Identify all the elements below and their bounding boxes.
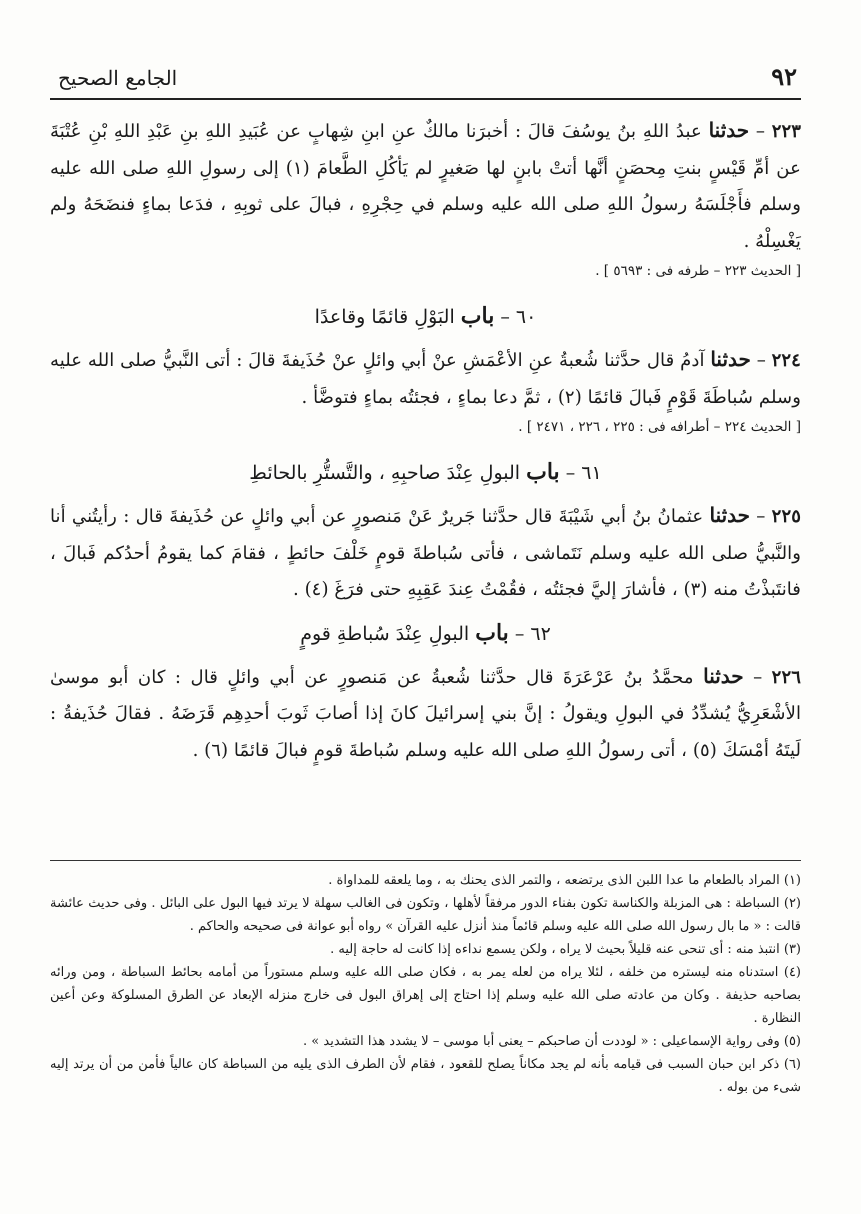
hadith-225: ٢٢٥ – حدثنا عثمانُ بنُ أبي شَيْبَةَ قال حدَّثنا جَريرٌ عَنْ مَنصورٍ عن أبي وائلٍ عن حُذَيفةَ قال : رأيتُني أنا والنَّبيُّ صلى الله عليه وسلم نَتَماشى ، فأتى سُباطةَ قومٍ خَلْفَ حائطٍ ، فقامَ كما يقومُ أحدُكم فَبالَ ، فانتَبذْتُ منه (٣) ، فأشارَ إليَّ فجئتُه ، فقُمْتُ عِندَ عَقِبِهِ حتى فرَغَ (٤) . <box>50 503 801 600</box>
footnote-5: (٥) وفى رواية الإسماعيلى : « لوددت أن صاحبكم – يعنى أبا موسى – لا يشدد هذا التشديد » . <box>303 1034 801 1049</box>
hadith-number: ٢٢٣ <box>771 121 801 142</box>
page-header <box>50 58 801 100</box>
hadith-marker: حدثنا <box>709 503 751 527</box>
chapter-bab: باب <box>475 619 509 646</box>
chapter-title: البولِ عِنْدَ صاحبِهِ ، والتَّستُّرِ بالحائطِ <box>249 462 521 484</box>
hadith-text: آدمُ قال حدَّثنا شُعبةُ عنِ الأعْمَشِ عنْ أبي وائلٍ عنْ حُذَيفةَ قالَ : أتى النَّبيُّ صلى الله عليه وسلم سُباطَةَ قَوْمٍ فَبالَ قائمًا (٢) ، ثمَّ دعا بماءٍ ، فجئتُه بماءٍ فتوضَّأ . <box>50 350 801 408</box>
chapter-bab: باب <box>526 459 560 485</box>
chapter-heading-61 <box>50 450 801 495</box>
hadith-226: ٢٢٦ – حدثنا محمَّدُ بنُ عَرْعَرَةَ قال حدَّثنا شُعبةُ عن مَنصورٍ عن أبي وائلٍ قال : كان أبو موسىٰ الأشْعَرِيُّ يُشدِّدُ في البولِ ويقولُ : إنَّ بني إسرائيلَ كانَ إذا أصابَ ثَوبَ أحدِهِم قَرَضَهُ . فقالَ حُذَيفةُ : لَيتَهُ أمْسَكَ (٥) ، أتى رسولُ اللهِ صلى الله عليه وسلم سُباطةَ قومٍ فبالَ قائمًا (٦) . <box>50 663 801 761</box>
hadith-text: عثمانُ بنُ أبي شَيْبَةَ قال حدَّثنا جَريرٌ عَنْ مَنصورٍ عن أبي وائلٍ عن حُذَيفةَ قال : رأيتُني أنا والنَّبيُّ صلى الله عليه وسلم نَتَماشى ، فأتى سُباطةَ قومٍ خَلْفَ حائطٍ ، فقامَ كما يقومُ أحدُكم فَبالَ ، فانتَبذْتُ منه (٣) ، فأشارَ إليَّ فجئتُه ، فقُمْتُ عِندَ عَقِبِهِ حتى فرَغَ (٤) . <box>50 506 801 600</box>
hadith-223: ٢٢٣ – حدثنا عبدُ اللهِ بنُ يوسُفَ قالَ : أخبرَنا مالكٌ عنِ ابنِ شِهابٍ عن عُبَيدِ اللهِ بنِ عَبْدِ اللهِ بْنِ عُتْبَةَ عن أمِّ قَيْسٍ بنتِ مِحصَنٍ أنَّها أتتْ بابنٍ لها صَغيرٍ لم يَأكُلِ الطَّعامَ (١) إلى رسولِ اللهِ صلى الله عليه وسلم فأَجْلَسَهُ رسولُ اللهِ صلى الله عليه وسلم في حِجْرِهِ ، فبالَ على ثوبِهِ ، فدَعا بماءٍ فنضَحَهُ ولم يَغْسِلْهُ . <box>50 118 801 252</box>
footnote-2: (٢) السباطة : هى المزبلة والكناسة تكون بفناء الدور مرفقاً لأهلها ، وتكون فى الغالب سهلة لا يرتد فيها البول على البائل . وفى حديث عائشة قالت : « ما بال رسول الله صلى الله عليه وسلم قائماً منذ أنزل عليه القرآن » رواه أبو عوانة فى صحيحه والحاكم . <box>50 896 801 934</box>
hadith-marker: حدثنا <box>708 118 750 142</box>
hadith-number: ٢٢٤ <box>771 350 801 371</box>
book-title: الجامع الصحيح <box>58 66 178 90</box>
hadith-reference: [ الحديث ٢٢٣ – طرفه فى : ٥٦٩٣ ] . <box>595 263 801 279</box>
main-text <box>50 112 801 769</box>
hadith-marker: حدثنا <box>710 347 751 371</box>
footnote-4: (٤) استدناه منه ليستره من خلفه ، لئلا يراه من لعله يمر به ، فكان صلى الله عليه وسلم مستوراً من أمامه بحائط السباطة ، ومن ورائه بصاحبه حذيفة . وكان من عادته صلى الله عليه وسلم إذا احتاج إلى إهراق البول فى خارج منزله الإبعاد عن الطرق المسلوكة وعن أعين النظارة . <box>50 965 801 1026</box>
hadith-text: محمَّدُ بنُ عَرْعَرَةَ قال حدَّثنا شُعبةُ عن مَنصورٍ عن أبي وائلٍ قال : كان أبو موسىٰ الأشْعَرِيُّ يُشدِّدُ في البولِ ويقولُ : إنَّ بني إسرائيلَ كانَ إذا أصابَ ثَوبَ أحدِهِم قَرَضَهُ . فقالَ حُذَيفةُ : لَيتَهُ أمْسَكَ (٥) ، أتى رسولُ اللهِ صلى الله عليه وسلم سُباطةَ قومٍ فبالَ قائمًا (٦) . <box>50 666 801 761</box>
footnotes <box>50 860 801 1099</box>
chapter-title: البَوْلِ قائمًا وقاعدًا <box>314 306 455 328</box>
hadith-number: ٢٢٦ <box>771 666 801 688</box>
footnote-3: (٣) انتبذ منه : أى تنحى عنه قليلاً بحيث لا يراه ، ولكن يسمع نداءه إذا كانت له حاجة إليه . <box>330 942 801 957</box>
chapter-number: ٦٢ – <box>514 622 551 645</box>
hadith-marker: حدثنا <box>703 663 744 688</box>
hadith-224: ٢٢٤ – حدثنا آدمُ قال حدَّثنا شُعبةُ عنِ الأعْمَشِ عنْ أبي وائلٍ عنْ حُذَيفةَ قالَ : أتى النَّبيُّ صلى الله عليه وسلم سُباطَةَ قَوْمٍ فَبالَ قائمًا (٢) ، ثمَّ دعا بماءٍ ، فجئتُه بماءٍ فتوضَّأ . <box>50 347 801 408</box>
chapter-title: البولِ عِنْدَ سُباطةِ قومٍ <box>300 622 470 645</box>
hadith-text: عبدُ اللهِ بنُ يوسُفَ قالَ : أخبرَنا مالكٌ عنِ ابنِ شِهابٍ عن عُبَيدِ اللهِ بنِ عَبْدِ اللهِ بْنِ عُتْبَةَ عن أمِّ قَيْسٍ بنتِ مِحصَنٍ أنَّها أتتْ بابنٍ لها صَغيرٍ لم يَأكُلِ الطَّعامَ (١) إلى رسولِ اللهِ صلى الله عليه وسلم فأَجْلَسَهُ رسولُ اللهِ صلى الله عليه وسلم في حِجْرِهِ ، فبالَ على ثوبِهِ ، فدَعا بماءٍ فنضَحَهُ ولم يَغْسِلْهُ . <box>50 121 801 252</box>
chapter-heading-62 <box>50 611 801 656</box>
hadith-number: ٢٢٥ <box>771 506 801 527</box>
chapter-number: ٦٠ – <box>500 306 537 328</box>
footnote-6: (٦) ذكر ابن حبان السبب فى قيامه بأنه لم يجد مكاناً يصلح للقعود ، فقام لأن الطرف الذى يليه من السباطة كان عالياً فأمن من أن يرتد إليه شىء من بوله . <box>50 1057 801 1095</box>
chapter-heading-60 <box>50 294 801 339</box>
chapter-number: ٦١ – <box>565 462 602 484</box>
footnote-1: (١) المراد بالطعام ما عدا اللبن الذى يرتضعه ، والتمر الذى يحنك به ، وما يلعقه للمداواة . <box>328 873 801 888</box>
page-number: ٩٢ <box>771 62 797 91</box>
hadith-reference: [ الحديث ٢٢٤ – أطرافه فى : ٢٢٥ ، ٢٢٦ ، ٢٤٧١ ] . <box>518 419 801 435</box>
chapter-bab: باب <box>460 303 495 329</box>
